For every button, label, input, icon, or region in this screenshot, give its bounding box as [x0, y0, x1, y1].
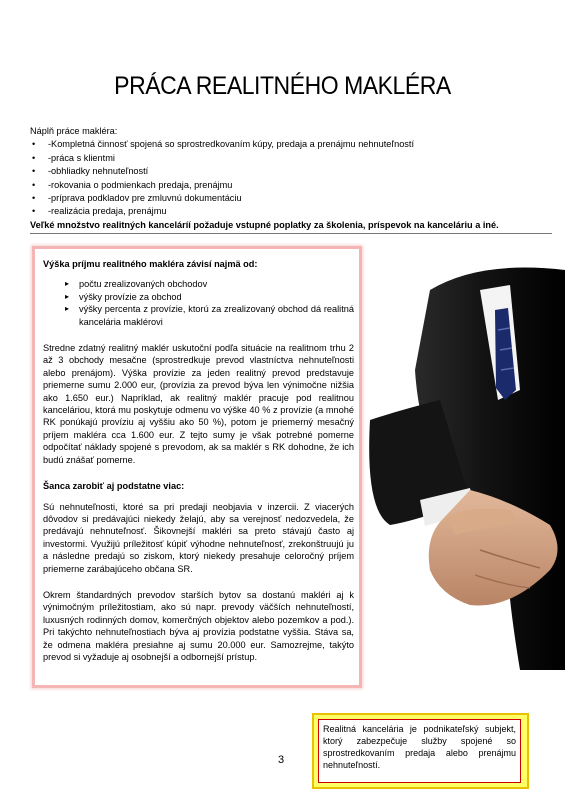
list-item: ▸ počtu zrealizovaných obchodov: [65, 279, 208, 290]
list-item: • -Kompletná činnosť spojená so sprostredkovaním kúpy, predaja a prenájmu nehnuteľností: [32, 139, 415, 150]
list-item: • -práca s klientmi: [32, 152, 115, 163]
chance-paragraph: Sú nehnuteľnosti, ktoré sa pri predaji neobjavia v inzercii. Z viacerých dôvodov si predávajúci niekedy želajú, aby sa verejnosť nedozvedela, že predávajú nehnuteľnosť. Šikovnejší makléri sa preto stávajú často aj investormi. Využijú príležitosť kúpiť výhodne nehnuteľnosť, zrekonštruujú ju a následne predajú so ziskom, ktorý niekedy presahuje celoročný príjem priemerne zarábajúceho občana SR.: [43, 501, 354, 574]
opportunities-paragraph: Okrem štandardných prevodov starších bytov sa dostanú makléri aj k výnimočným príležitostiam, ako sú napr. prevody väčších nehnuteľností, luxusných rodinných domov, komerčných objektov alebo pozemkov a pod.). Pri takýchto nehnuteľnostiach býva aj provízia podstatne vyššia. Stáva sa, že odmena makléra presiahne aj sumu 20.000 eur. Samozrejme, takýto prevod si vyžaduje aj osobnejší a odbornejší prístup.: [43, 589, 354, 662]
duties-list: [30, 138, 550, 218]
page-number: 3: [278, 754, 285, 766]
intro-lead: Náplň práce makléra:: [30, 126, 118, 136]
list-item: • -rokovania o podmienkach predaja, prenájmu: [32, 179, 233, 190]
income-paragraph: Stredne zdatný realitný maklér uskutoční podľa situácie na realitnom trhu 2 až 3 obchody mesačne (sprostredkuje prevod vlastníctva nehnuteľnosti alebo prenájom). Výška provízie za jeden realitný prevod predstavuje priemerne sumu 2.000 eur, (provízia za prevod býva len výnimočne nižšia ako 1.650 eur.) Napríklad, ak realitný maklér pracuje pod realitnou kanceláriou, ktorá mu poskytuje odmenu vo výške 40 % z provízie (a mnohé RK ponúkajú províziu aj vyššiu ako 50 %), potom je priemerný mesačný príjem makléra cca 1.600 eur. Z tejto sumy je však potrebné pomerne odpočítať náklady spojené s prevodom, ak sa maklér s RK dohodne, že ich budú znášať pomerne.: [43, 343, 354, 465]
handshake-image: [360, 250, 565, 670]
intro-section: [30, 125, 550, 232]
list-item: ▸ výšky provízie za obchod: [65, 291, 182, 302]
arrow-bullet-icon: ▸: [65, 304, 70, 314]
list-item: • -príprava podkladov pre zmluvnú dokumentáciu: [32, 193, 242, 204]
handshake-photo: [360, 250, 565, 670]
page-title: PRÁCA REALITNÉHO MAKLÉRA: [114, 72, 451, 100]
intro-closing: Veľké množstvo realitných kanceláríí požaduje vstupné poplatky za školenia, príspevok na kanceláriu a iné.: [30, 219, 499, 230]
arrow-bullet-icon: ▸: [65, 291, 70, 301]
income-heading: Výška príjmu realitného makléra závisí najmä od:: [43, 259, 258, 269]
list-item: • -realizácia predaja, prenájmu: [32, 206, 167, 217]
list-item: ▸ výšky percenta z provízie, ktorú za zrealizovaný obchod dá realitná kancelária maklérovi: [65, 304, 354, 327]
divider: [30, 233, 552, 234]
income-box-content: [43, 258, 354, 677]
definition-note: [312, 713, 529, 789]
income-factors-list: [43, 278, 354, 328]
list-item: • -obhliadky nehnuteľností: [32, 166, 149, 177]
definition-note-text: Realitná kancelária je podnikateľský subjekt, ktorý zabezpečuje služby spojené so sprostredkovaním predaja alebo prenájmu nehnuteľností.: [318, 719, 521, 783]
income-box: [32, 246, 362, 688]
arrow-bullet-icon: ▸: [65, 279, 70, 289]
chance-heading: Šanca zarobiť aj podstatne viac:: [43, 481, 185, 492]
